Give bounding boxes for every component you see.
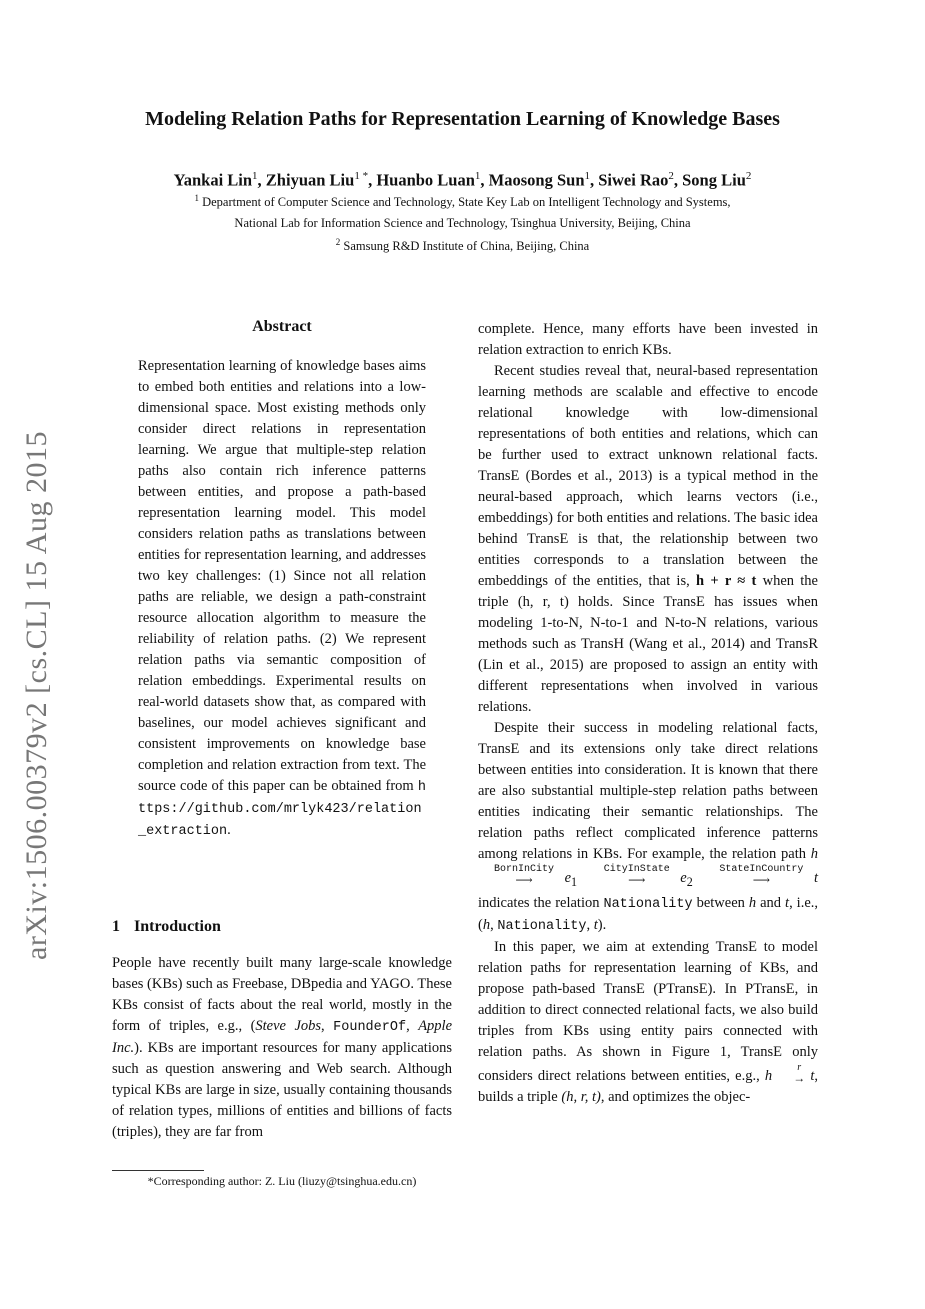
- author: Yankai Lin: [173, 170, 253, 190]
- relation-label: StateInCountry: [719, 864, 804, 875]
- equation: h + r ≈ t: [696, 573, 757, 589]
- right-p0: complete. Hence, many efforts have been invested in relation extraction to enrich KBs.: [478, 321, 818, 358]
- author: Maosong Sun: [488, 170, 585, 190]
- author: Song Liu: [682, 170, 746, 190]
- affil-mark: 1: [474, 170, 481, 182]
- affiliation-text: Department of Computer Science and Technology, State Key Lab on Intelligent Technology and Systems,: [202, 195, 731, 210]
- entity-e2: e: [680, 870, 687, 886]
- path-arrow-1: [478, 865, 554, 885]
- relation-label: CityInState: [603, 864, 670, 875]
- affil-mark: 1: [252, 170, 258, 182]
- path-arrow-3: [703, 865, 803, 885]
- path-head: h: [810, 846, 818, 862]
- author: Zhiyuan Liu: [265, 170, 355, 190]
- direct-relation-arrow: [777, 1063, 805, 1083]
- abstract-text: Representation learning of knowledge bases aims to embed both entities and relations into a low-dimensional space. Most existing methods only consider direct relations in representation learning. We argue that multiple-step relation paths also contain rich inference patterns between entities, and propose a path-based representation learning model. This model considers relation paths as translations between entities for representation learning, and addresses two key challenges: (1) Since not all relation paths are reliable, we design a path-constraint resource allocation algorithm to measure the reliability of relation paths. (2) We represent relation paths via semantic composition of relation embeddings. Experimental results on real-world datasets show that, as compared with baselines, our model achieves significant and consistent improvements on knowledge base completion and relation extraction from text. The source code of this paper can be obtained from: [138, 358, 426, 794]
- affiliation-2: [0, 237, 925, 254]
- path-arrow-2: [588, 865, 670, 885]
- example-tail: Apple Inc.: [112, 1018, 453, 1056]
- triple: (h, r, t): [561, 1088, 601, 1105]
- abstract-heading: Abstract: [252, 318, 312, 335]
- relation-label: r: [797, 1061, 802, 1073]
- intro-paragraph: [112, 953, 452, 1143]
- arrow-icon: ⟶: [752, 873, 770, 887]
- abstract-body: [138, 356, 426, 842]
- example-head: Steve Jobs: [255, 1018, 322, 1034]
- relation-nationality: Nationality: [497, 918, 587, 934]
- relation-label: BornInCity: [494, 864, 555, 875]
- abstract-end: .: [227, 822, 231, 838]
- affiliation-1-line2: National Lab for Information Science and Technology, Tsinghua University, Beijing, China: [234, 216, 691, 230]
- affil-mark: 2: [668, 170, 674, 182]
- section-heading: [112, 918, 221, 936]
- entity-e1: e: [564, 870, 572, 886]
- right-column: [478, 319, 818, 1108]
- relation-nationality: Nationality: [603, 896, 693, 912]
- example-relation: FounderOf: [333, 1020, 407, 1035]
- arxiv-identifier: arXiv:1506.00379v2 [cs.CL] 15 Aug 2015: [20, 431, 53, 960]
- affil-mark: 1: [194, 193, 199, 203]
- author: Siwei Rao: [598, 170, 669, 190]
- subscript: 1: [571, 874, 578, 889]
- right-p3: In this paper, we aim at extending TransE to model relation paths for representation learning of KBs, and propose path-based TransE (PTransE). In PTransE, in addition to direct connected relational facts, we also build triples from KBs using entity pairs connected with relation paths. As shown in Figure 1, TransE only considers direct relations between entities, e.g., h r → t, builds a triple (h, r, t), and optimizes the objec-: [478, 938, 819, 1105]
- section-number: 1: [112, 918, 120, 935]
- affil-mark: 2: [745, 170, 752, 182]
- author-list: Yankai Lin$^1$, Zhiyuan Liu$^{1 *}$, Huanbo Luan$^1$, Maosong Sun$^1$, Siwei Rao$^2$, Song Liu$^2$: [173, 170, 752, 190]
- author: Huanbo Luan: [376, 170, 475, 190]
- section-title: Introduction: [134, 918, 221, 935]
- arrow-icon: ⟶: [628, 873, 646, 887]
- subscript: 2: [686, 874, 693, 889]
- footnote: *Corresponding author: Z. Liu (liuzy@tsinghua.edu.cn): [147, 1174, 417, 1188]
- affil-mark: 2: [335, 237, 341, 247]
- path-tail: t: [813, 870, 819, 886]
- arrow-icon: ⟶: [515, 873, 533, 887]
- affiliation-1-line1: [0, 193, 925, 210]
- paper-title: Modeling Relation Paths for Representation Learning of Knowledge Bases: [145, 108, 780, 130]
- right-p2: Despite their success in modeling relational facts, TransE and its extensions only take direct relations between entities into consideration. It is known that there are also substantial multiple-step relation paths between entities indicating their semantic relationships. The relation paths reflect complicated inference patterns among relations in KBs. For example, the relation path h BornInCity ⟶ $e_1$ CityInState ⟶ $e_2$ StateInCountry ⟶ t indicates the relation Nationality between h and t, i.e., (h, Nationality, t).: [478, 720, 819, 934]
- affil-mark: 1: [584, 170, 590, 182]
- right-p1: Recent studies reveal that, neural-based representation learning methods are scalable and effective to encode relational knowledge with low-dimensional representations of both entities and relations, which can be further used to extract unknown relational facts. TransE (Bordes et al., 2013) is a typical method in the neural-based approach, which learns vectors (i.e., embeddings) for both entities and relations. The basic idea behind TransE is that, the relationship between two entities corresponds to a translation between the embeddings of the entities, that is, h + r ≈ t when the triple (h, r, t) holds. Since TransE has issues when modeling 1-to-N, N-to-1 and N-to-N relations, various methods such as TransH (Wang et al., 2014) and TransR (Lin et al., 2015) are proposed to assign an entity with different representations when involved in various relations.: [478, 363, 818, 715]
- affiliation-text: Samsung R&D Institute of China, Beijing, China: [343, 239, 590, 254]
- footnote-rule: [112, 1170, 204, 1171]
- affil-mark: 1 *: [354, 170, 369, 182]
- arrow-icon: →: [793, 1070, 806, 1085]
- code-url-link[interactable]: https://github.com/mrlyk423/relation_extraction: [138, 780, 426, 839]
- intro-p1: People have recently built many large-scale knowledge bases (KBs) such as Freebase, DBpedia and YAGO. These KBs consist of facts about the real world, mostly in the form of triples, e.g., (Steve Jobs, FounderOf, Apple Inc.). KBs are important resources for many applications such as question answering and Web search. Although typical KBs are large in size, usually containing thousands of relation types, millions of entities and billions of facts (triples), they are far from: [112, 955, 453, 1140]
